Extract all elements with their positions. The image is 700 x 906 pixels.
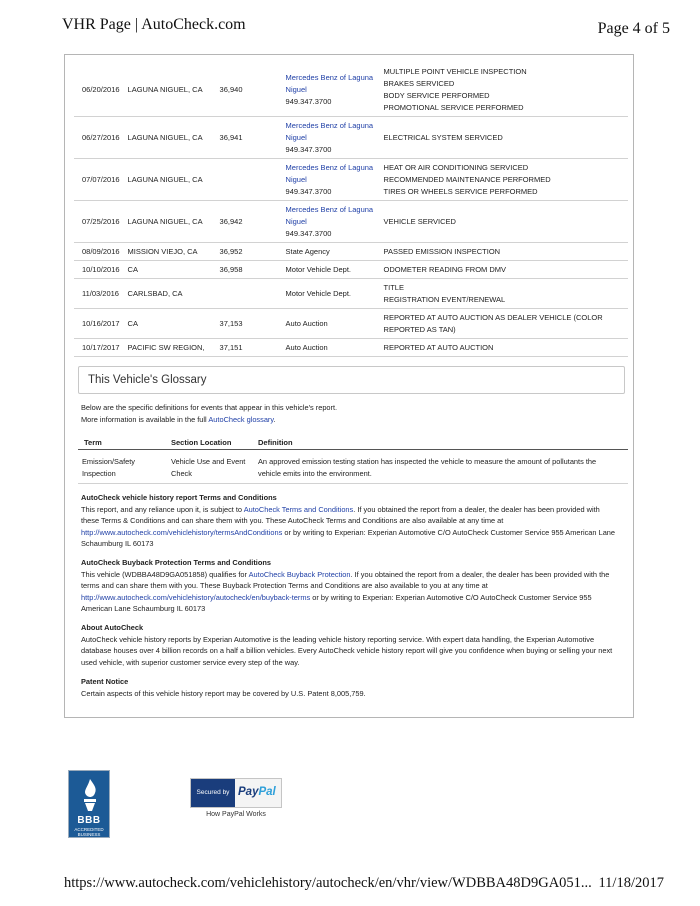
table-row: [74, 243, 628, 261]
event-odometer: 36,958: [216, 261, 282, 279]
bbb-accredited-line: ACCREDITED: [74, 827, 104, 832]
terms-line: [81, 527, 621, 539]
print-header-title: VHR Page | AutoCheck.com: [62, 16, 246, 33]
dealer-link[interactable]: Mercedes Benz of Laguna: [285, 120, 374, 130]
table-row: [74, 309, 628, 339]
terms-url-link[interactable]: http://www.autocheck.com/vehiclehistory/termsAndConditions: [81, 527, 283, 537]
buyback-line: terms and can share them with you. These Buyback Protection Terms and Conditions are also available to you at any time at: [81, 581, 488, 590]
event-source: [282, 64, 380, 117]
glossary-definition-line: An approved emission testing station has inspected the vehicle to measure the amount of pollutants the: [258, 457, 597, 466]
event-date: 10/10/2016: [74, 261, 124, 279]
event-date: 07/07/2016: [74, 159, 124, 201]
about-line: database houses over 4 billion records on a half a billion vehicles. Every AutoCheck vehicle history report will give you confidence when buying or selling your next: [81, 646, 613, 655]
patent-heading: Patent Notice: [81, 677, 129, 686]
buyback-text: or by writing to Experian: Experian Automotive C/O AutoCheck Customer Service 955: [310, 592, 592, 602]
event-source: [282, 117, 380, 159]
event-date: 11/03/2016: [74, 279, 124, 309]
event-source: [282, 159, 380, 201]
event-description-line: HEAT OR AIR CONDITIONING SERVICED: [383, 162, 529, 172]
about-line: used vehicle, with superior customer service every step of the way.: [81, 657, 300, 667]
event-description-line: RECOMMENDED MAINTENANCE PERFORMED: [383, 174, 551, 184]
event-description-line: ELECTRICAL SYSTEM SERVICED: [383, 132, 503, 142]
dealer-link[interactable]: Niguel: [285, 132, 307, 142]
patent-line: Certain aspects of this vehicle history report may be covered by U.S. Patent 8,005,759.: [81, 688, 366, 698]
dealer-phone: 949.347.3700: [285, 228, 332, 238]
paypal-secured-badge[interactable]: [190, 778, 282, 808]
column-header-section: Section Location: [171, 438, 232, 447]
event-odometer: 36,941: [216, 117, 282, 159]
event-location: LAGUNA NIGUEL, CA: [124, 201, 216, 243]
buyback-section: [81, 557, 621, 615]
glossary-intro-line: [81, 414, 621, 426]
terms-heading: AutoCheck vehicle history report Terms and Conditions: [81, 493, 277, 502]
event-odometer: 37,151: [216, 339, 282, 357]
buyback-line: [81, 592, 621, 604]
paypal-logo: [238, 786, 276, 798]
event-description: [380, 261, 628, 279]
patent-section: [81, 676, 621, 699]
event-odometer: 36,952: [216, 243, 282, 261]
glossary-term-line: Inspection: [82, 468, 116, 478]
event-description-line: TITLE: [383, 282, 404, 292]
how-paypal-works-link[interactable]: How PayPal Works: [206, 811, 266, 818]
event-date: 07/25/2016: [74, 201, 124, 243]
about-line: AutoCheck vehicle history reports by Experian Automotive is the leading vehicle history reporting service. With expert data handling, the Experian Automotive: [81, 634, 595, 644]
terms-text: This report, and any reliance upon it, is subject to: [81, 504, 244, 514]
event-location: LAGUNA NIGUEL, CA: [124, 117, 216, 159]
buyback-heading: AutoCheck Buyback Protection Terms and Conditions: [81, 558, 271, 567]
buyback-text: . If you obtained the report from a dealer, the dealer has been provided with the: [350, 569, 610, 579]
event-description-line: BRAKES SERVICED: [383, 79, 455, 88]
bbb-label: BBB: [77, 815, 101, 826]
event-location: CA: [124, 309, 216, 339]
glossary-term-line: Emission/Safety: [82, 457, 135, 466]
glossary-definition: [258, 456, 596, 479]
terms-line: Schaumburg IL 60173: [81, 539, 154, 548]
print-footer-url: https://www.autocheck.com/vehiclehistory/autocheck/en/vhr/view/WDBBA48D9GA051...: [64, 875, 592, 891]
event-description-line: VEHICLE SERVICED: [383, 216, 456, 226]
paypal-logo-pal: Pal: [258, 786, 276, 798]
about-heading: About AutoCheck: [81, 623, 144, 632]
terms-line: these Terms & Conditions and can share them with you. These AutoCheck Terms and Conditions are also available at any time at: [81, 516, 504, 525]
event-description-line: REGISTRATION EVENT/RENEWAL: [383, 294, 506, 304]
buyback-url-link[interactable]: http://www.autocheck.com/vehiclehistory/autocheck/en/buyback-terms: [81, 592, 311, 602]
dealer-link[interactable]: Mercedes Benz of Laguna: [285, 204, 374, 214]
table-row: [74, 159, 628, 201]
event-odometer: 36,942: [216, 201, 282, 243]
table-row: [74, 117, 628, 159]
event-description: [380, 117, 628, 159]
event-description-line: PROMOTIONAL SERVICE PERFORMED: [383, 103, 524, 112]
dealer-link[interactable]: Niguel: [285, 216, 307, 226]
terms-text: or by writing to Experian: Experian Automotive C/O AutoCheck Customer Service 955 American Lane: [282, 527, 616, 537]
column-header-definition: Definition: [258, 438, 293, 447]
glossary-intro: [81, 402, 621, 425]
table-row: [74, 201, 628, 243]
event-description: [380, 159, 628, 201]
buyback-line: [81, 569, 621, 581]
print-footer: [64, 875, 664, 895]
event-date: 06/27/2016: [74, 117, 124, 159]
event-description-line: REPORTED AT AUTO AUCTION AS DEALER VEHICLE (COLOR: [383, 312, 603, 322]
event-description: [380, 201, 628, 243]
dealer-link[interactable]: Mercedes Benz of Laguna: [285, 73, 374, 82]
event-location: MISSION VIEJO, CA: [124, 243, 216, 261]
paypal-secured-label: Secured by: [191, 779, 235, 807]
buyback-text: This vehicle (WDBBA48D9GA051858) qualifies for: [81, 569, 249, 579]
event-odometer: 36,940: [216, 64, 282, 117]
event-description-line: REPORTED AT AUTO AUCTION: [383, 342, 494, 352]
print-footer-date: 11/18/2017: [598, 875, 664, 891]
bbb-accredited-badge[interactable]: [68, 770, 110, 838]
event-description: [380, 243, 628, 261]
column-header-term: Term: [84, 438, 102, 447]
event-description: [380, 309, 628, 339]
event-location: LAGUNA NIGUEL, CA: [124, 159, 216, 201]
event-odometer: 37,153: [216, 309, 282, 339]
event-description-line: BODY SERVICE PERFORMED: [383, 91, 490, 100]
glossary-table-header: [78, 434, 628, 450]
glossary-intro-text: .: [273, 414, 276, 424]
bbb-torch-icon: [77, 777, 103, 813]
terms-text: . If you obtained the report from a dealer, the dealer has been provided with: [353, 504, 600, 514]
event-source: Motor Vehicle Dept.: [282, 261, 380, 279]
paypal-logo-pay: Pay: [238, 786, 259, 798]
table-row: [74, 261, 628, 279]
event-odometer: [216, 159, 282, 201]
terms-link[interactable]: AutoCheck Terms and Conditions: [243, 504, 354, 514]
dealer-link[interactable]: Niguel: [285, 174, 307, 184]
about-section: [81, 622, 621, 668]
dealer-phone: 949.347.3700: [285, 186, 332, 196]
event-location: PACIFIC SW REGION,: [124, 339, 216, 357]
glossary-section-line: Vehicle Use and Event: [171, 457, 246, 466]
event-source: Auto Auction: [282, 309, 380, 339]
glossary-title: This Vehicle's Glossary: [88, 374, 207, 386]
bbb-accredited-text: [69, 827, 109, 837]
glossary-intro-line: Below are the specific definitions for events that appear in this vehicle's report.: [81, 403, 338, 412]
buyback-line: American Lane Schaumburg IL 60173: [81, 604, 206, 613]
bbb-accredited-line: BUSINESS: [77, 832, 101, 837]
event-date: 10/17/2017: [74, 339, 124, 357]
event-location: CARLSBAD, CA: [124, 279, 216, 309]
event-location: LAGUNA NIGUEL, CA: [124, 64, 216, 117]
table-row: [74, 64, 628, 117]
dealer-link[interactable]: Mercedes Benz of Laguna: [285, 162, 374, 172]
event-odometer: [216, 279, 282, 309]
event-source: State Agency: [282, 243, 380, 261]
event-description-line: ODOMETER READING FROM DMV: [383, 264, 507, 274]
autocheck-glossary-link[interactable]: AutoCheck glossary: [208, 414, 274, 424]
terms-line: [81, 504, 621, 516]
terms-section: [81, 492, 621, 550]
event-description-line: PASSED EMISSION INSPECTION: [383, 246, 501, 256]
event-description: [380, 64, 628, 117]
page-indicator: Page 4 of 5: [597, 20, 670, 37]
event-location: CA: [124, 261, 216, 279]
glossary-term: [82, 456, 135, 479]
table-row: [74, 279, 628, 309]
event-description-line: MULTIPLE POINT VEHICLE INSPECTION: [383, 67, 527, 76]
glossary-section-line: Check: [171, 468, 192, 478]
event-source: Auto Auction: [282, 339, 380, 357]
glossary-intro-text: More information is available in the full: [81, 414, 209, 424]
dealer-phone: 949.347.3700: [285, 97, 332, 106]
buyback-link[interactable]: AutoCheck Buyback Protection: [248, 569, 351, 579]
event-date: 08/09/2016: [74, 243, 124, 261]
table-row: [78, 452, 628, 484]
event-description-line: TIRES OR WHEELS SERVICE PERFORMED: [383, 186, 538, 196]
glossary-definition-line: vehicle emits into the environment.: [258, 468, 372, 478]
dealer-phone: 949.347.3700: [285, 144, 332, 154]
event-description-line: REPORTED AS TAN): [383, 324, 456, 334]
dealer-link[interactable]: Niguel: [285, 85, 307, 94]
event-history-table: [74, 64, 628, 357]
table-row: [74, 339, 628, 357]
event-source: Motor Vehicle Dept.: [282, 279, 380, 309]
print-header: [62, 12, 670, 36]
event-description: [380, 279, 628, 309]
event-description: [380, 339, 628, 357]
event-date: 10/16/2017: [74, 309, 124, 339]
event-source: [282, 201, 380, 243]
event-date: 06/20/2016: [74, 64, 124, 117]
glossary-section: [171, 456, 245, 479]
glossary-section-header: [78, 366, 625, 394]
